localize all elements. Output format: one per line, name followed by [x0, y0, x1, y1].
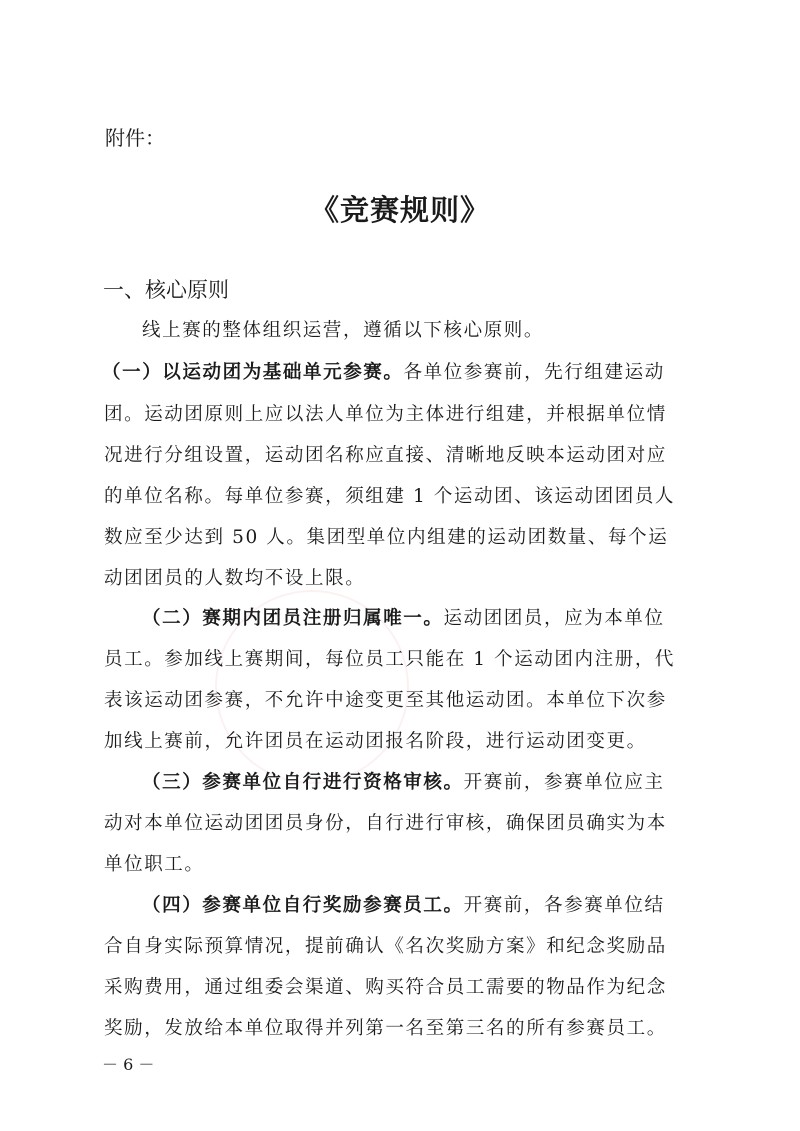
item1-lead: （一）以运动团为基础单元参赛。 — [102, 362, 404, 383]
item4-lead: （四）参赛单位自行奖励参赛员工。 — [142, 895, 464, 916]
item2-line: 表该运动团参赛，不允许中途变更至其他运动团。本单位下次参 — [104, 690, 667, 711]
item1-line: 数应至少达到 50 人。集团型单位内组建的运动团数量、每个运 — [104, 527, 669, 548]
item3-line: 动对本单位运动团团员身份，自行进行审核，确保团员确实为本 — [104, 813, 667, 834]
item4-line: 合自身实际预算情况，提前确认《名次奖励方案》和纪念奖励品 — [104, 936, 667, 957]
document-title: 《竞赛规则》 — [309, 193, 490, 227]
item4-text: 开赛前，各参赛单位结 — [463, 895, 665, 916]
item4-line: 奖励，发放给本单位取得并列第一名至第三名的所有参赛员工。 — [104, 1018, 667, 1039]
item2-text: 运动团团员，应为本单位 — [443, 608, 665, 629]
attachment-label: 附件： — [105, 126, 165, 150]
item2-line: 加线上赛前，允许团员在运动团报名阶段，进行运动团变更。 — [104, 731, 647, 752]
item4-line — [142, 891, 665, 917]
item1-line: 的单位名称。每单位参赛，须组建 1 个运动团、该运动团团员人 — [104, 486, 676, 507]
page-number: － 6 － — [102, 1055, 155, 1074]
section-heading: 一、核心原则 — [103, 278, 229, 302]
item3-line: 单位职工。 — [104, 854, 205, 875]
item3-line — [142, 768, 665, 794]
item3-text: 开赛前，参赛单位应主 — [463, 772, 665, 793]
item4-line: 采购费用，通过组委会渠道、购买符合员工需要的物品作为纪念 — [104, 977, 667, 998]
item2-line — [142, 604, 665, 630]
intro-paragraph: 线上赛的整体组织运营，遵循以下核心原则。 — [142, 320, 545, 341]
item2-line: 员工。参加线上赛期间，每位员工只能在 1 个运动团内注册，代 — [104, 649, 676, 670]
item1-line: 动团团员的人数均不设上限。 — [104, 568, 366, 589]
item3-lead: （三）参赛单位自行进行资格审核。 — [142, 772, 464, 793]
item1-line: 况进行分组设置，运动团名称应直接、清晰地反映本运动团对应 — [104, 445, 667, 466]
item1-line: 团。运动团原则上应以法人单位为主体进行组建，并根据单位情 — [104, 404, 667, 425]
item1-text: 各单位参赛前，先行组建运动 — [403, 362, 665, 383]
item2-lead: （二）赛期内团员注册归属唯一。 — [142, 608, 444, 629]
item1-line — [102, 358, 665, 384]
